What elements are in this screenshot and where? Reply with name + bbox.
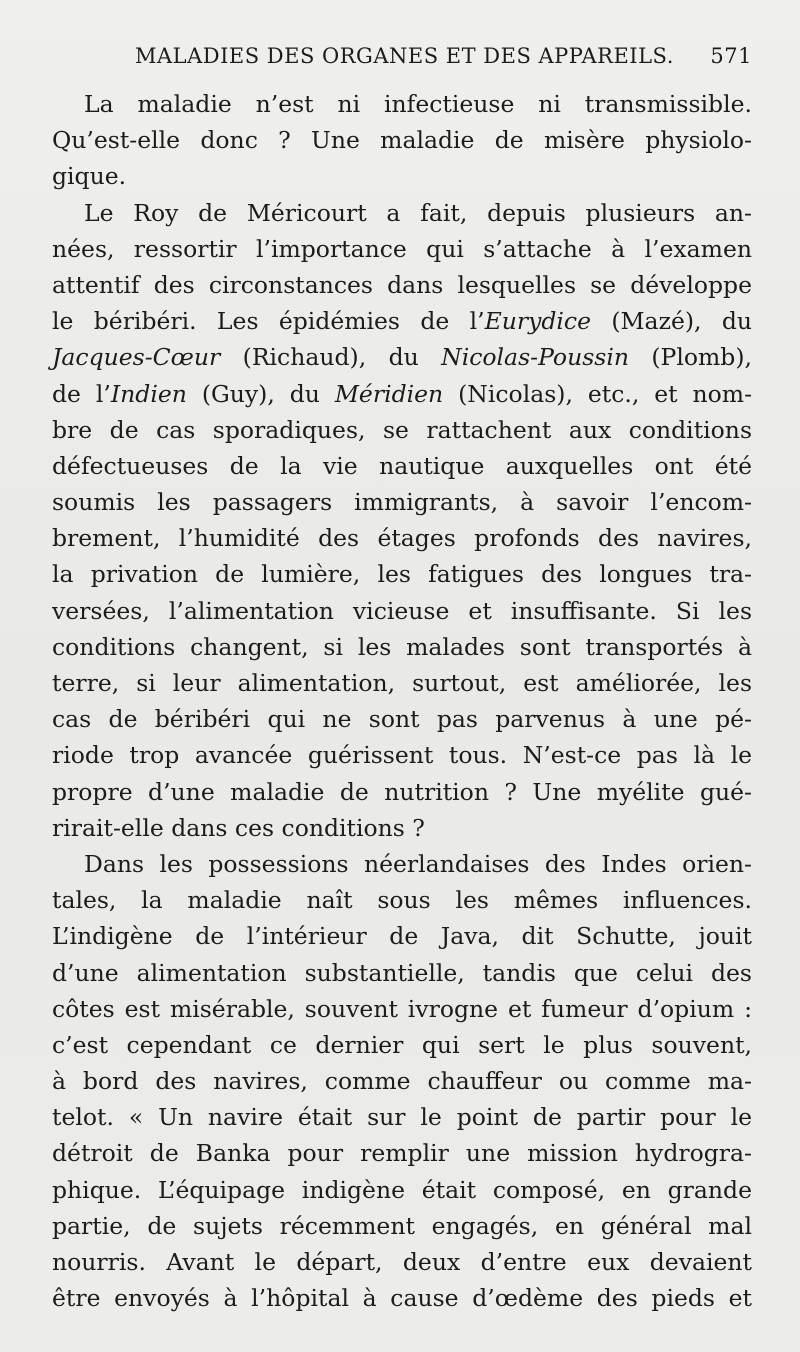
- text-segment: soumis les passagers immigrants, à savoir l’encom-: [52, 488, 752, 517]
- running-title: MALADIES DES ORGANES ET DES APPAREILS.: [135, 44, 674, 68]
- text-segment: partie, de sujets récemment engagés, en général mal: [52, 1211, 752, 1240]
- text-line: [52, 846, 752, 882]
- text-segment: d’une alimentation substantielle, tandis que celui des: [52, 958, 752, 987]
- text-line: [52, 991, 752, 1027]
- text-segment: nourris. Avant le départ, deux d’entre eux devaient: [52, 1248, 752, 1276]
- page-number: 571: [710, 44, 752, 68]
- text-segment: c’est cependant ce dernier qui sert le plus souvent,: [52, 1030, 752, 1059]
- italic-text: Eurydice: [484, 307, 592, 336]
- text-line: [52, 737, 752, 773]
- text-line: [52, 448, 752, 484]
- text-segment: gique.: [52, 162, 127, 191]
- text-segment: rirait-elle dans ces conditions ?: [52, 813, 425, 842]
- italic-text: Méridien: [334, 379, 444, 408]
- text-segment: être envoyés à l’hôpital à cause d’œdème des pieds et: [52, 1284, 752, 1313]
- text-line: [52, 158, 752, 194]
- text-segment: telot. « Un navire était sur le point de partir pour le: [52, 1103, 752, 1132]
- text-line: [52, 1099, 752, 1135]
- text-line: [52, 882, 752, 918]
- text-segment: (Nicolas), etc., et nom-: [443, 379, 753, 408]
- text-line: [52, 1063, 752, 1099]
- text-segment: Qu’est-elle donc ? Une maladie de misère physiolo-: [52, 126, 752, 155]
- text-line: [52, 1027, 752, 1063]
- text-segment: phique. L’équipage indigène était composé, en grande: [52, 1175, 752, 1204]
- text-line: [52, 1172, 752, 1208]
- text-segment: Le Roy de Méricourt a fait, depuis plusieurs an-: [84, 198, 752, 227]
- text-line: [52, 303, 752, 339]
- text-line: [52, 122, 752, 158]
- text-line: [52, 918, 752, 954]
- page-header: [135, 44, 752, 74]
- text-line: [52, 1244, 752, 1280]
- text-segment: détroit de Banka pour remplir une mission hydrogra-: [52, 1139, 752, 1168]
- text-segment: défectueuses de la vie nautique auxquelles ont été: [52, 451, 752, 480]
- text-segment: côtes est misérable, souvent ivrogne et fumeur d’opium :: [52, 994, 752, 1023]
- text-segment: (Guy), du: [186, 379, 335, 408]
- italic-text: Indien: [110, 379, 187, 408]
- text-segment: L’indigène de l’intérieur de Java, dit Schutte, jouit: [52, 922, 752, 951]
- text-segment: le béribéri. Les épidémies de l’: [52, 307, 485, 336]
- text-segment: bre de cas sporadiques, se rattachent aux conditions: [52, 415, 752, 444]
- text-segment: riode trop avancée guérissent tous. N’est-ce pas là le: [52, 741, 752, 770]
- text-segment: nées, ressortir l’importance qui s’attache à l’examen: [52, 234, 752, 263]
- text-line: [52, 376, 752, 412]
- text-segment: propre d’une maladie de nutrition ? Une myélite gué-: [52, 777, 752, 806]
- text-line: [52, 701, 752, 737]
- text-segment: de l’: [52, 379, 111, 408]
- text-line: [52, 267, 752, 303]
- text-segment: brement, l’humidité des étages profonds des navires,: [52, 524, 752, 553]
- text-segment: (Richaud), du: [220, 343, 442, 372]
- text-segment: Dans les possessions néerlandaises des Indes orien-: [84, 849, 752, 878]
- text-line: [52, 593, 752, 629]
- text-line: [52, 629, 752, 665]
- text-line: [52, 1208, 752, 1244]
- text-segment: attentif des circonstances dans lesquelles se développe: [52, 270, 752, 299]
- text-line: [52, 1280, 752, 1316]
- italic-text: Nicolas-Poussin: [441, 343, 629, 372]
- body-text: [52, 86, 752, 1316]
- text-segment: tales, la maladie naît sous les mêmes influences.: [52, 886, 752, 915]
- text-line: [52, 231, 752, 267]
- text-line: [52, 412, 752, 448]
- text-segment: conditions changent, si les malades sont transportés à: [52, 632, 752, 661]
- text-line: [52, 339, 752, 375]
- text-segment: (Plomb),: [628, 343, 752, 372]
- text-segment: cas de béribéri qui ne sont pas parvenus à une pé-: [52, 705, 752, 734]
- text-line: [52, 520, 752, 556]
- text-line: [52, 810, 752, 846]
- text-segment: (Mazé), du: [591, 307, 752, 336]
- text-segment: la privation de lumière, les fatigues des longues tra-: [52, 560, 752, 589]
- text-segment: à bord des navires, comme chauffeur ou comme ma-: [52, 1067, 752, 1096]
- text-line: [52, 774, 752, 810]
- text-segment: La maladie n’est ni infectieuse ni transmissible.: [84, 90, 752, 118]
- text-line: [52, 556, 752, 592]
- text-line: [52, 665, 752, 701]
- text-line: [52, 86, 752, 122]
- italic-text: Jacques-Cœur: [52, 343, 221, 372]
- text-segment: terre, si leur alimentation, surtout, est améliorée, les: [52, 669, 752, 697]
- text-segment: versées, l’alimentation vicieuse et insuffisante. Si les: [52, 596, 752, 625]
- text-line: [52, 195, 752, 231]
- text-line: [52, 1135, 752, 1171]
- text-line: [52, 484, 752, 520]
- text-line: [52, 955, 752, 991]
